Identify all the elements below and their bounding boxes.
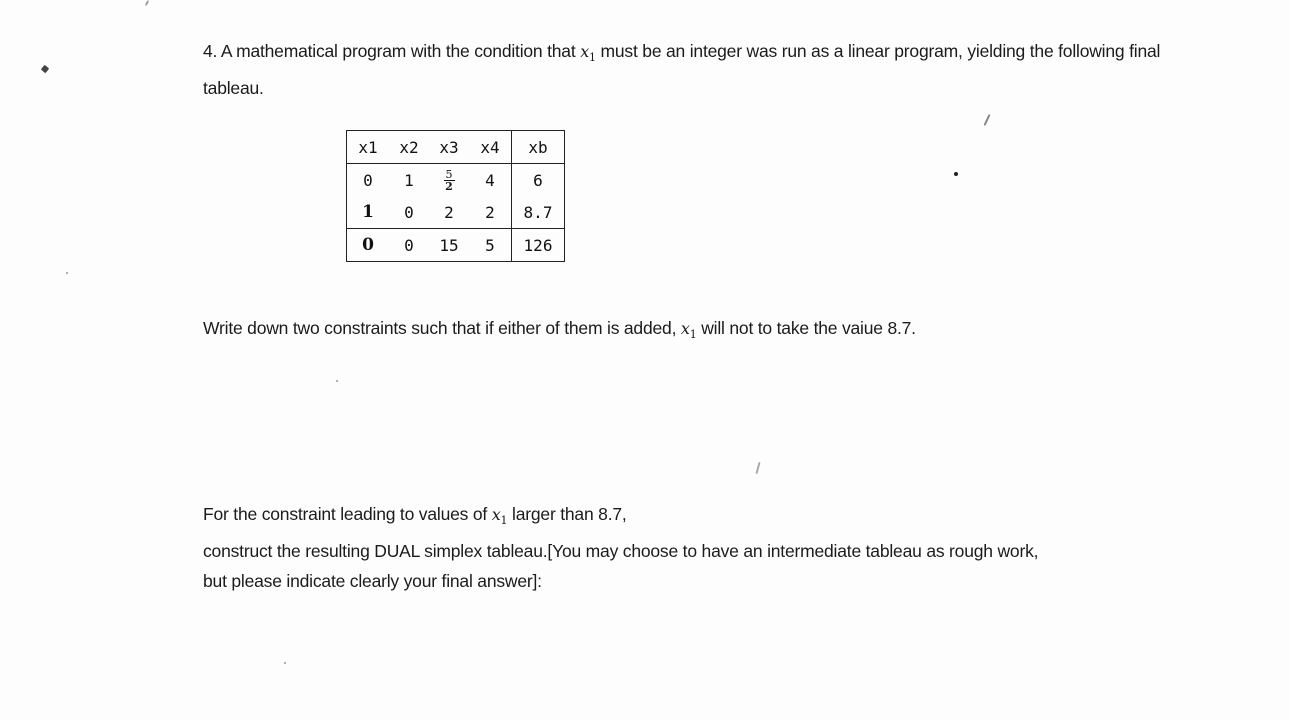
- dual-prompt-line3: but please indicate clearly your final answer]:: [203, 571, 542, 592]
- tableau-header-xb: xb: [512, 131, 565, 164]
- final-tableau: [346, 130, 565, 262]
- constraints-prompt: [203, 313, 1203, 350]
- tableau-cell: 6: [512, 164, 565, 197]
- constraints-text-b: will not to take the vaiue 8.7.: [701, 318, 916, 338]
- scan-speck: [41, 65, 49, 73]
- constraints-text-a: Write down two constraints such that if either of them is added,: [203, 318, 677, 338]
- tableau-cell: 5: [469, 229, 512, 262]
- dual-text-b: larger than 8.7,: [512, 504, 627, 524]
- dual-prompt-line1: [203, 499, 1203, 536]
- tableau-cell: 0: [389, 229, 429, 262]
- tableau-row: [347, 196, 565, 229]
- tableau-cell: 1: [404, 170, 414, 190]
- tableau-cell: 2: [444, 202, 454, 222]
- scan-speck: [145, 0, 150, 6]
- tableau-header-row: [347, 131, 565, 164]
- tableau-header-x4: x4: [469, 131, 512, 164]
- variable-x1: $x_1$: [491, 505, 508, 528]
- variable-x1: $x_1$: [580, 42, 596, 65]
- fraction-numerator: 5: [445, 167, 453, 181]
- scan-speck: [66, 272, 68, 274]
- tableau-cell: 0: [404, 202, 414, 222]
- tableau-row: [347, 229, 565, 262]
- fraction-denominator: 2: [445, 179, 453, 193]
- tableau-cell: 4: [485, 170, 495, 190]
- tableau-header-x1: x1: [347, 131, 390, 164]
- tableau-cell-handwritten: 0: [347, 229, 390, 262]
- variable-x1: $x_1$: [680, 319, 697, 342]
- question-intro: [203, 36, 1183, 103]
- tableau-row: [347, 164, 565, 197]
- tableau-header-x2: x2: [389, 131, 429, 164]
- tableau-cell: 126: [512, 229, 565, 262]
- question-number: 4.: [203, 41, 218, 61]
- tableau-cell: 2: [485, 202, 495, 222]
- tableau-cell-handwritten: 1: [347, 196, 390, 229]
- tableau-cell: 8.7: [512, 196, 565, 229]
- dual-prompt: [203, 499, 1203, 596]
- dual-text-a: For the constraint leading to values of: [203, 504, 488, 524]
- scan-speck: [336, 380, 338, 382]
- question-intro-text-b: must be an integer was run as a linear program, yielding the following final tableau.: [203, 41, 1161, 99]
- scan-speck: [284, 662, 286, 664]
- question-intro-text-a: A mathematical program with the condition that: [220, 41, 576, 61]
- handwritten-fraction: [444, 169, 455, 192]
- scan-speck: [755, 462, 760, 474]
- scan-speck: [984, 114, 991, 126]
- dual-prompt-line2: construct the resulting DUAL simplex tableau.[You may choose to have an intermediate tableau as rough work,: [203, 541, 1039, 562]
- tableau-cell: 15: [429, 229, 469, 262]
- tableau-cell-fraction: [429, 164, 469, 197]
- tableau-cell: 0: [347, 164, 390, 197]
- scan-speck: [954, 172, 958, 176]
- tableau-header-x3: x3: [429, 131, 469, 164]
